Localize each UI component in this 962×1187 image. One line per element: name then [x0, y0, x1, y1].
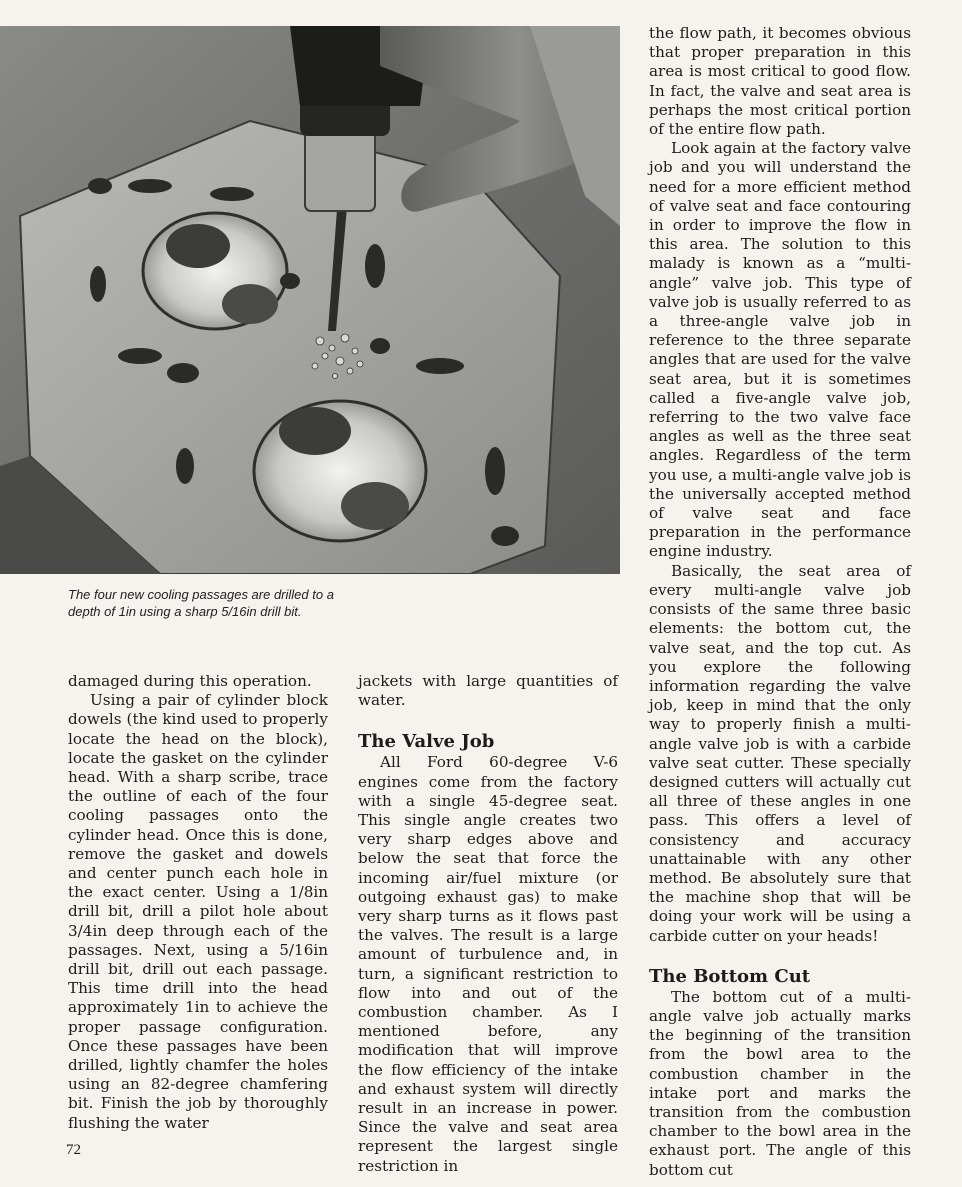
- paragraph: the flow path, it becomes obvious that proper preparation in this area is most critical to good flow. In fact, the valve and seat area is perhaps the most critical portion of the entire flow path.: [649, 24, 911, 139]
- paragraph: damaged during this operation.: [68, 672, 312, 690]
- text-column-right: [649, 24, 911, 1180]
- paragraph: jackets with large quantities of water.: [358, 672, 618, 710]
- section-heading-bottom-cut: The Bottom Cut: [649, 965, 811, 987]
- paragraph: Using a pair of cylinder block dowels (the kind used to properly locate the head on the block), locate the gasket on the cylinder head. With a sharp scribe, trace the outline of each of the four cooling passages onto the cylinder head. Once this is done, remove the gasket and dowels and center punch each hole in the exact center. Using a 1/8in drill bit, drill a pilot hole about 3/4in deep through each of the passages. Next, using a 5/16in drill bit, drill out each passage. This time drill into the head approximately 1in to achieve the proper passage configuration. Once these passages have been drilled, lightly chamfer the holes using an 82-degree chamfering bit. Finish the job by thoroughly flushing the water: [68, 691, 328, 1132]
- page-number: 72: [66, 1142, 81, 1158]
- paragraph: Look again at the factory valve job and you will understand the need for a more efficient method of valve seat and face contouring in order to improve the flow in this area. The solution to this malady is known as a “multi-angle” valve job. This type of valve job is usually referred to as a three-angle valve job in reference to the three separate angles that are used for the valve seat area, but it is sometimes called a five-angle valve job, referring to the two valve face angles as well as the three seat angles. Regardless of the term you use, a multi-angle valve job is the universally accepted method of valve seat and face preparation in the performance engine industry.: [649, 139, 911, 561]
- paragraph: Basically, the seat area of every multi-angle valve job consists of the same three basic elements: the bottom cut, the valve seat, and the top cut. As you explore the following information regarding the valve job, keep in mind that the only way to properly finish a multi-angle valve job is with a carbide valve seat cutter. These specially designed cutters will actually cut all three of these angles in one pass. This offers a level of consistency and accuracy unattainable with any other method. Be absolutely sure that the machine shop that will be doing your work will be using a carbide cutter on your heads!: [649, 561, 911, 945]
- paragraph: All Ford 60-degree V-6 engines come from the factory with a single 45-degree seat. This single angle creates two very sharp edges above and below the seat that force the incoming air/fuel mixture (or outgoing exhaust gas) to make very sharp turns as it flows past the valves. The result is a large amount of turbulence and, in turn, a significant restriction to flow into and out of the combustion chamber. As I mentioned before, any modification that will improve the flow efficiency of the intake and exhaust system will directly result in an increase in power. Since the valve and seat area represent the largest single restriction in: [358, 753, 618, 1175]
- section-heading-valve-job: The Valve Job: [358, 731, 495, 753]
- paragraph: The bottom cut of a multi-angle valve job actually marks the beginning of the transition from the bowl area to the combustion chamber in the intake port and marks the transition from the combustion chamber to the bowl area in the exhaust port. The angle of this bottom cut: [649, 987, 911, 1179]
- figure-caption: [68, 586, 348, 620]
- caption-text: The four new cooling passages are drilled to a depth of 1in using a sharp 5/16in drill bit.: [68, 587, 334, 619]
- text-column-middle: [358, 672, 618, 1176]
- cylinder-head-drilling-photo: [0, 26, 620, 574]
- text-column-left: [68, 672, 328, 1133]
